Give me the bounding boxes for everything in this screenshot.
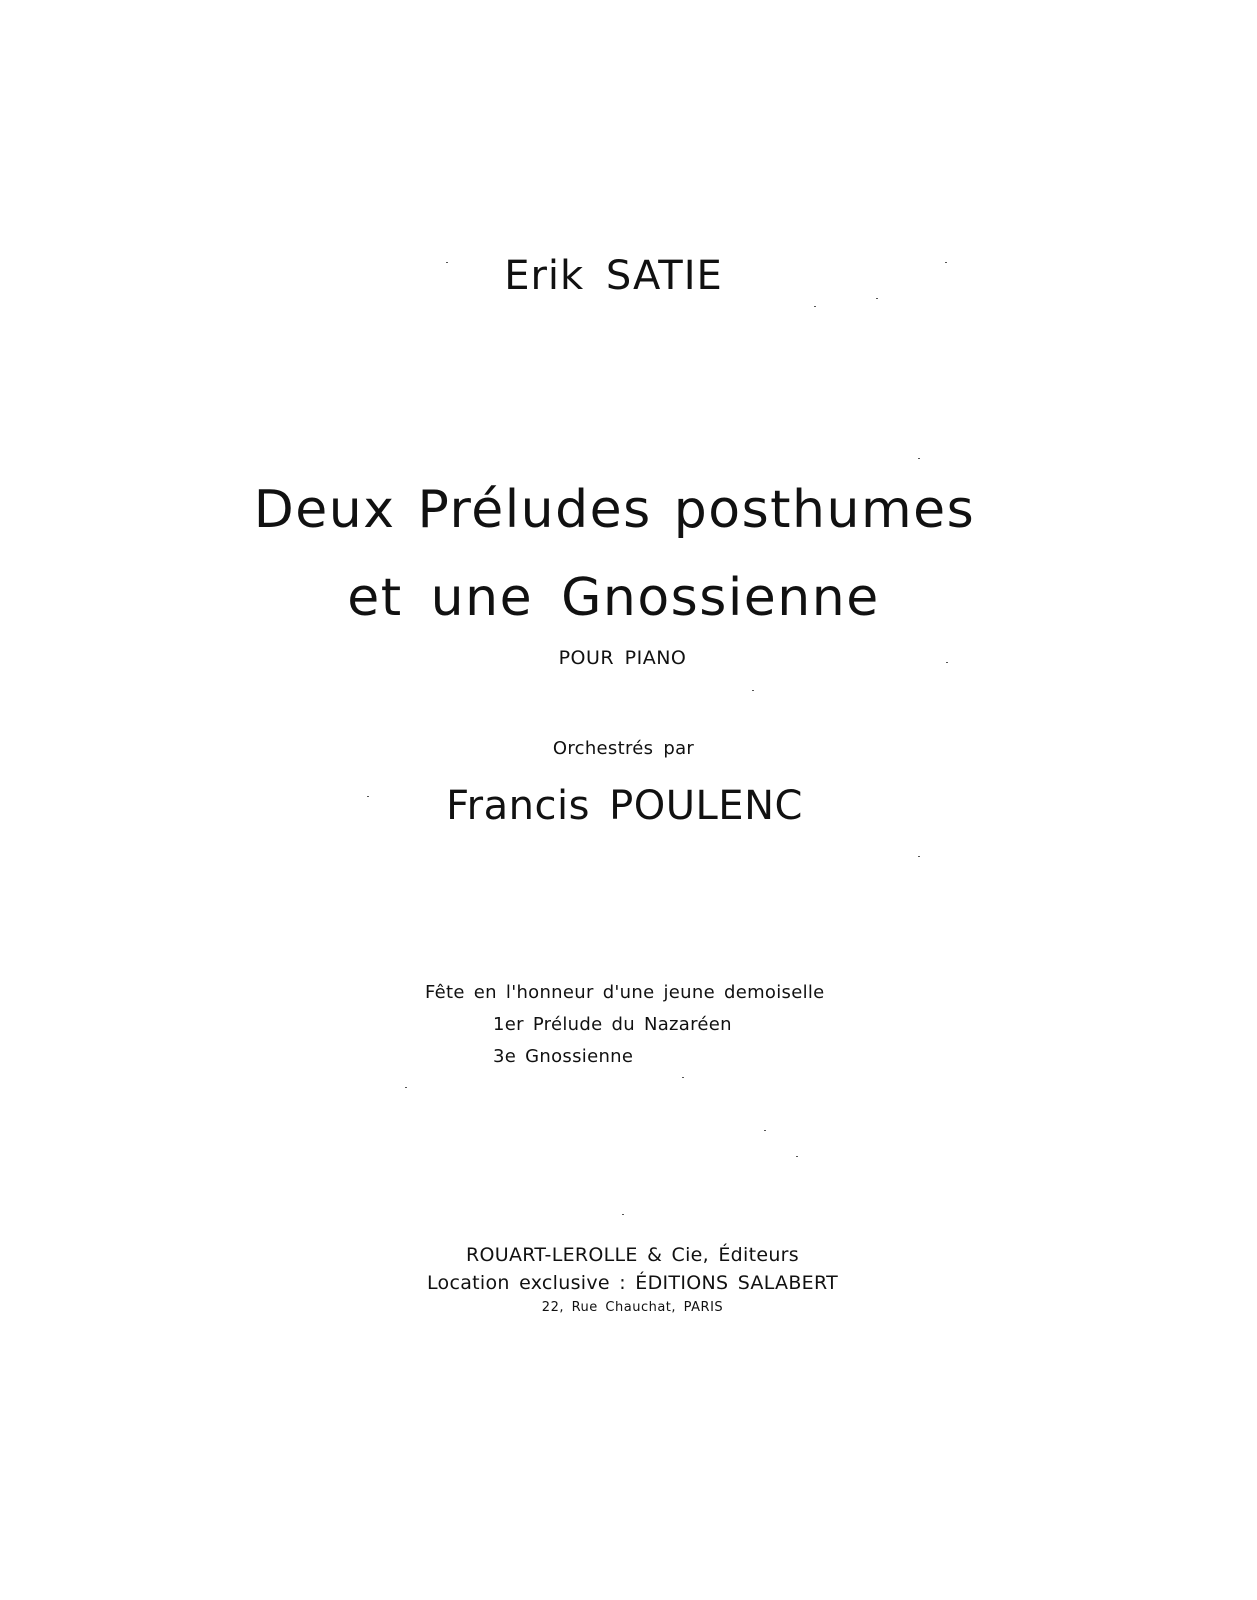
publisher-name: ROUART-LEROLLE & Cie, Éditeurs bbox=[466, 1244, 799, 1266]
scan-speck bbox=[796, 1156, 798, 1157]
scan-speck bbox=[405, 1087, 407, 1088]
composer-name: Erik SATIE bbox=[504, 253, 723, 299]
scan-speck bbox=[622, 1214, 624, 1215]
contents-item: Fête en l'honneur d'une jeune demoiselle bbox=[425, 982, 825, 1003]
contents-item: 3e Gnossienne bbox=[493, 1046, 634, 1067]
orchestration-label: Orchestrés par bbox=[552, 738, 695, 759]
scan-speck bbox=[764, 1130, 766, 1131]
publisher-address: 22, Rue Chauchat, PARIS bbox=[541, 1300, 724, 1315]
scan-speck bbox=[876, 298, 878, 299]
scan-speck bbox=[682, 1077, 684, 1078]
scan-speck bbox=[946, 662, 948, 663]
scan-speck bbox=[945, 262, 947, 263]
instrument-label: POUR PIANO bbox=[558, 647, 687, 669]
orchestrator-name: Francis POULENC bbox=[446, 783, 803, 829]
scan-speck bbox=[446, 262, 448, 263]
scan-speck bbox=[367, 796, 369, 797]
scan-speck bbox=[752, 690, 754, 691]
title-line-1: Deux Préludes posthumes bbox=[253, 480, 976, 540]
scan-speck bbox=[918, 856, 920, 857]
contents-item: 1er Prélude du Nazaréen bbox=[493, 1014, 732, 1035]
rental-notice: Location exclusive : ÉDITIONS SALABERT bbox=[426, 1272, 839, 1294]
title-line-2: et une Gnossienne bbox=[347, 568, 880, 628]
scan-speck bbox=[814, 306, 816, 307]
scan-speck bbox=[918, 458, 920, 459]
